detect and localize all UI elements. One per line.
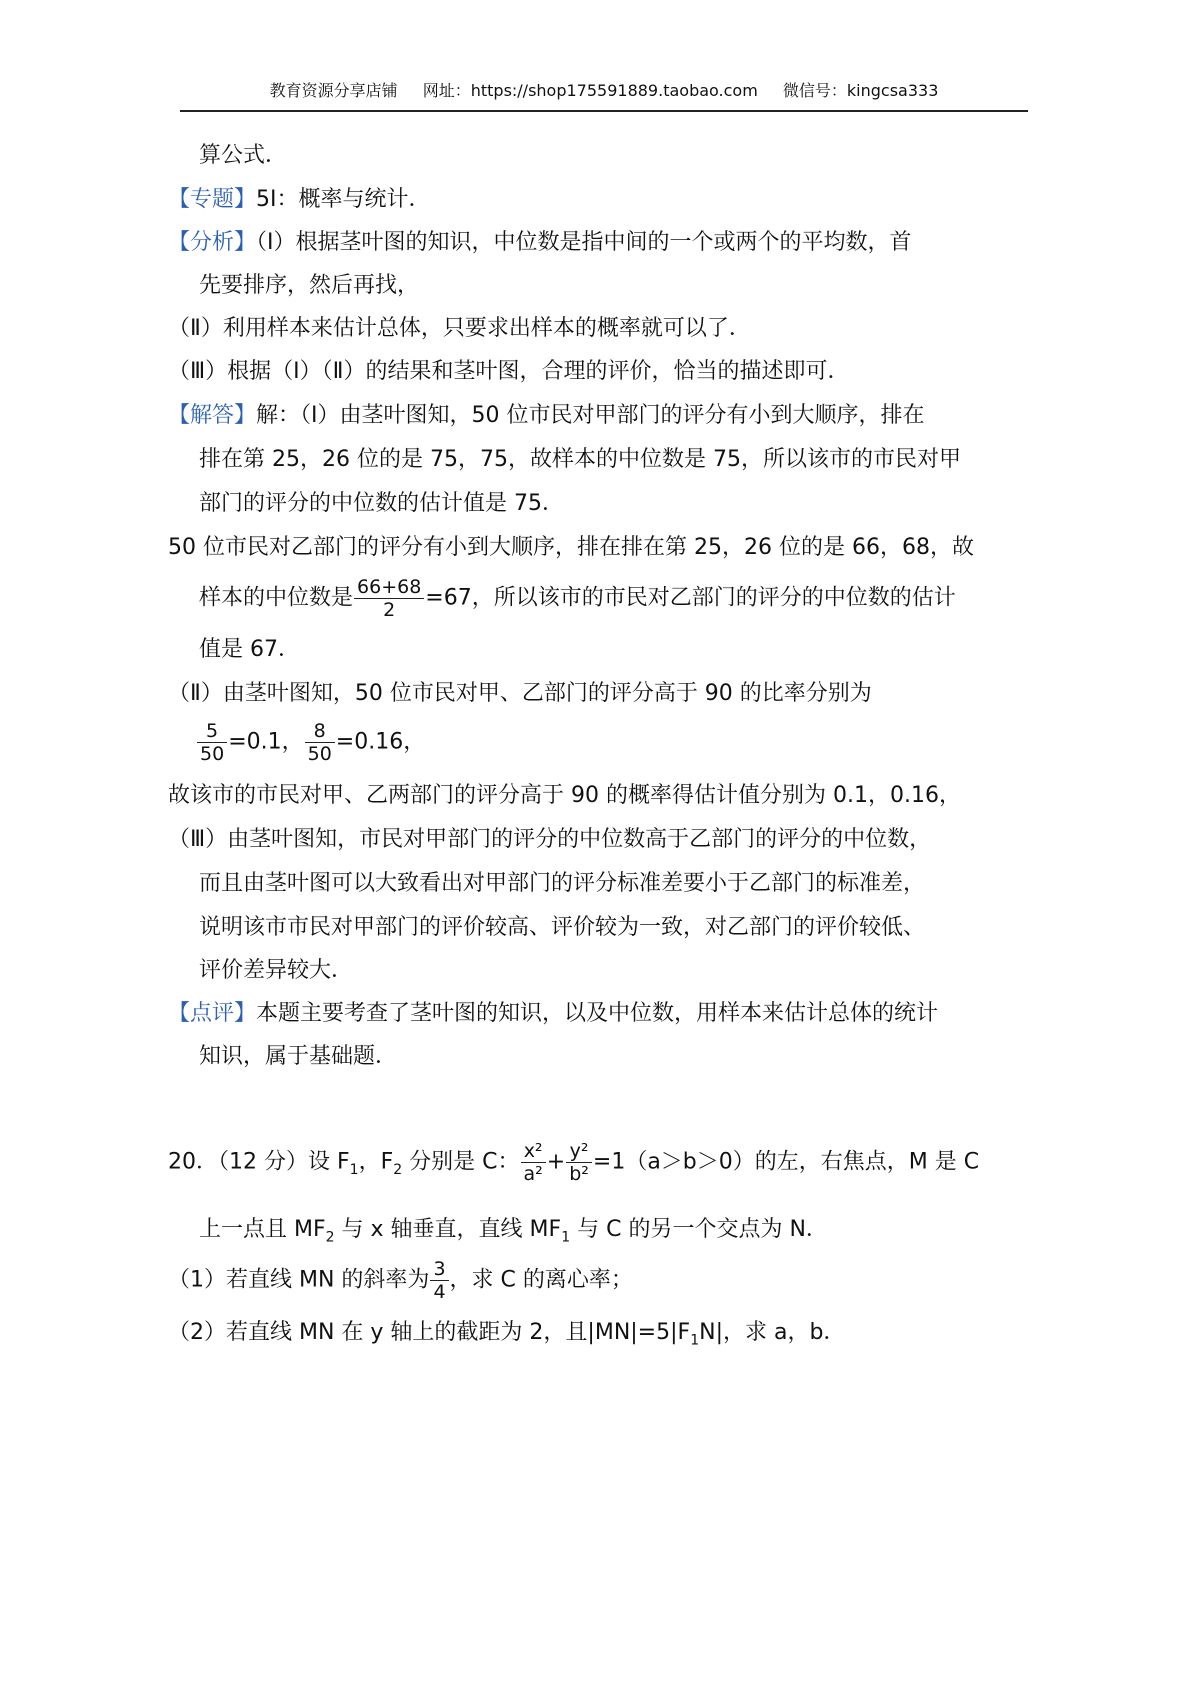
ratio-fraction-2 (305, 720, 335, 765)
subscript-3: 2 (325, 1229, 335, 1246)
ellipse-fraction-x-denominator: a² (523, 1163, 543, 1185)
line-14 (196, 720, 425, 765)
solution-tag: 【解答】 (168, 403, 257, 428)
problem-20-line-2 (199, 1214, 828, 1253)
line-12 (199, 634, 300, 666)
median-fraction-denominator: 2 (383, 599, 396, 621)
line-14-text-b: =0.16， (335, 729, 426, 755)
subscript-2: 2 (393, 1161, 403, 1178)
line-19 (199, 955, 353, 987)
line-1-text: 算公式． (199, 143, 288, 168)
slope-fraction-numerator: 3 (430, 1258, 448, 1281)
problem-20-line-1 (168, 1140, 979, 1186)
header-site: 网址：https://shop175591889.taobao.com (422, 81, 758, 100)
plus-sign: + (546, 1149, 566, 1175)
line-16-text: （Ⅲ）由茎叶图知，市民对甲部门的评分的中位数高于乙部门的评分的中位数， (168, 827, 932, 852)
line-comment (168, 998, 938, 1030)
line-18 (199, 912, 925, 944)
median-fraction (354, 576, 424, 621)
part-1-text-b: ，求 C 的离心率； (449, 1267, 633, 1293)
slope-fraction-denominator: 4 (433, 1281, 446, 1303)
line-11-text-b: =67，所以该市的市民对乙部门的评分的中位数的估计 (425, 585, 956, 611)
line-21-text: 知识，属于基础题． (199, 1044, 398, 1069)
ellipse-fraction-y-denominator: b² (569, 1163, 589, 1185)
part-2-text-b: N|，求 a，b． (699, 1320, 846, 1345)
problem-text-1c: 分别是 C： (402, 1149, 520, 1175)
header-wechat: 微信号：kingcsa333 (782, 81, 939, 100)
problem-text-1b: ，F (358, 1149, 394, 1175)
ratio-fraction-1-numerator: 5 (197, 720, 227, 743)
line-10-text: 50 位市民对乙部门的评分有小到大顺序，排在排在第 25，26 位的是 66，68，故 (168, 535, 974, 560)
line-16 (168, 824, 931, 856)
subscript-1: 1 (349, 1161, 359, 1178)
ellipse-fraction-x (521, 1140, 546, 1185)
subscript-4: 1 (561, 1229, 571, 1246)
line-9 (199, 488, 564, 520)
line-5-text: （Ⅱ）利用样本来估计总体，只要求出样本的概率就可以了． (168, 316, 751, 341)
problem-text-2c: 与 C 的另一个交点为 N． (570, 1217, 828, 1242)
topic-tag: 【专题】 (168, 187, 257, 212)
line-19-text: 评价差异较大． (199, 958, 354, 983)
analysis-tag: 【分析】 (168, 230, 257, 255)
line-12-text: 值是 67． (199, 637, 300, 662)
line-topic (168, 184, 431, 216)
line-8-text: 排在第 25，26 位的是 75，75，故样本的中位数是 75，所以该市的市民对甲 (199, 447, 961, 472)
line-18-text: 说明该市市民对甲部门的评价较高、评价较为一致，对乙部门的评价较低、 (199, 915, 926, 940)
line-17-text: 而且由茎叶图可以大致看出对甲部门的评分标准差要小于乙部门的标准差， (199, 871, 926, 896)
line-8 (199, 444, 961, 476)
line-6 (168, 356, 850, 388)
line-10 (168, 532, 974, 564)
subscript-5: 1 (690, 1332, 700, 1349)
line-4 (199, 270, 419, 302)
line-11-text-a: 样本的中位数是 (199, 585, 354, 611)
line-5 (168, 313, 751, 345)
line-analysis (168, 227, 912, 259)
ellipse-fraction-y (566, 1140, 592, 1185)
topic-text: 5I：概率与统计． (256, 187, 431, 212)
line-4-text: 先要排序，然后再找， (199, 273, 420, 298)
line-15 (168, 780, 961, 812)
ratio-fraction-1-denominator: 50 (200, 743, 225, 765)
line-17 (199, 868, 925, 900)
problem-text-1a: 20．（12 分）设 F (168, 1149, 350, 1175)
line-1 (199, 140, 287, 172)
line-solution (168, 400, 925, 432)
ratio-fraction-2-numerator: 8 (305, 720, 335, 743)
solution-text: 解：（Ⅰ）由茎叶图知，50 位市民对甲部门的评分有小到大顺序，排在 (256, 403, 925, 428)
line-14-text-a: =0.1， (228, 729, 304, 755)
line-9-text: 部门的评分的中位数的估计值是 75． (199, 491, 564, 516)
slope-fraction (430, 1258, 448, 1303)
problem-20-part-2 (168, 1317, 845, 1356)
line-21 (199, 1041, 397, 1073)
page-header (180, 78, 1028, 112)
comment-text: 本题主要考查了茎叶图的知识，以及中位数，用样本来估计总体的统计 (256, 1001, 939, 1026)
ratio-fraction-2-denominator: 50 (307, 743, 332, 765)
line-11 (199, 576, 956, 621)
line-13-text: （Ⅱ）由茎叶图知，50 位市民对甲、乙部门的评分高于 90 的比率分别为 (168, 681, 872, 706)
ellipse-fraction-y-numerator: y² (566, 1140, 592, 1163)
line-13 (168, 678, 872, 710)
ellipse-fraction-x-numerator: x² (521, 1140, 546, 1163)
line-6-text: （Ⅲ）根据（Ⅰ）（Ⅱ）的结果和茎叶图，合理的评价，恰当的描述即可． (168, 359, 850, 384)
problem-text-2b: 与 x 轴垂直，直线 MF (334, 1217, 562, 1242)
ratio-fraction-1 (197, 720, 227, 765)
header-shop: 教育资源分享店铺 (269, 81, 398, 100)
part-1-text-a: （1）若直线 MN 的斜率为 (168, 1267, 430, 1293)
problem-text-2a: 上一点且 MF (199, 1217, 326, 1242)
line-15-text: 故该市的市民对甲、乙两部门的评分高于 90 的概率得估计值分别为 0.1，0.16， (168, 783, 961, 808)
problem-text-1d: =1（a＞b＞0）的左，右焦点，M 是 C (592, 1149, 980, 1175)
part-2-text-a: （2）若直线 MN 在 y 轴上的截距为 2，且|MN|=5|F (168, 1320, 691, 1345)
problem-20-part-1 (168, 1258, 633, 1303)
median-fraction-numerator: 66+68 (354, 576, 424, 599)
comment-tag: 【点评】 (168, 1001, 257, 1026)
analysis-text: （Ⅰ）根据茎叶图的知识，中位数是指中间的一个或两个的平均数，首 (256, 230, 912, 255)
